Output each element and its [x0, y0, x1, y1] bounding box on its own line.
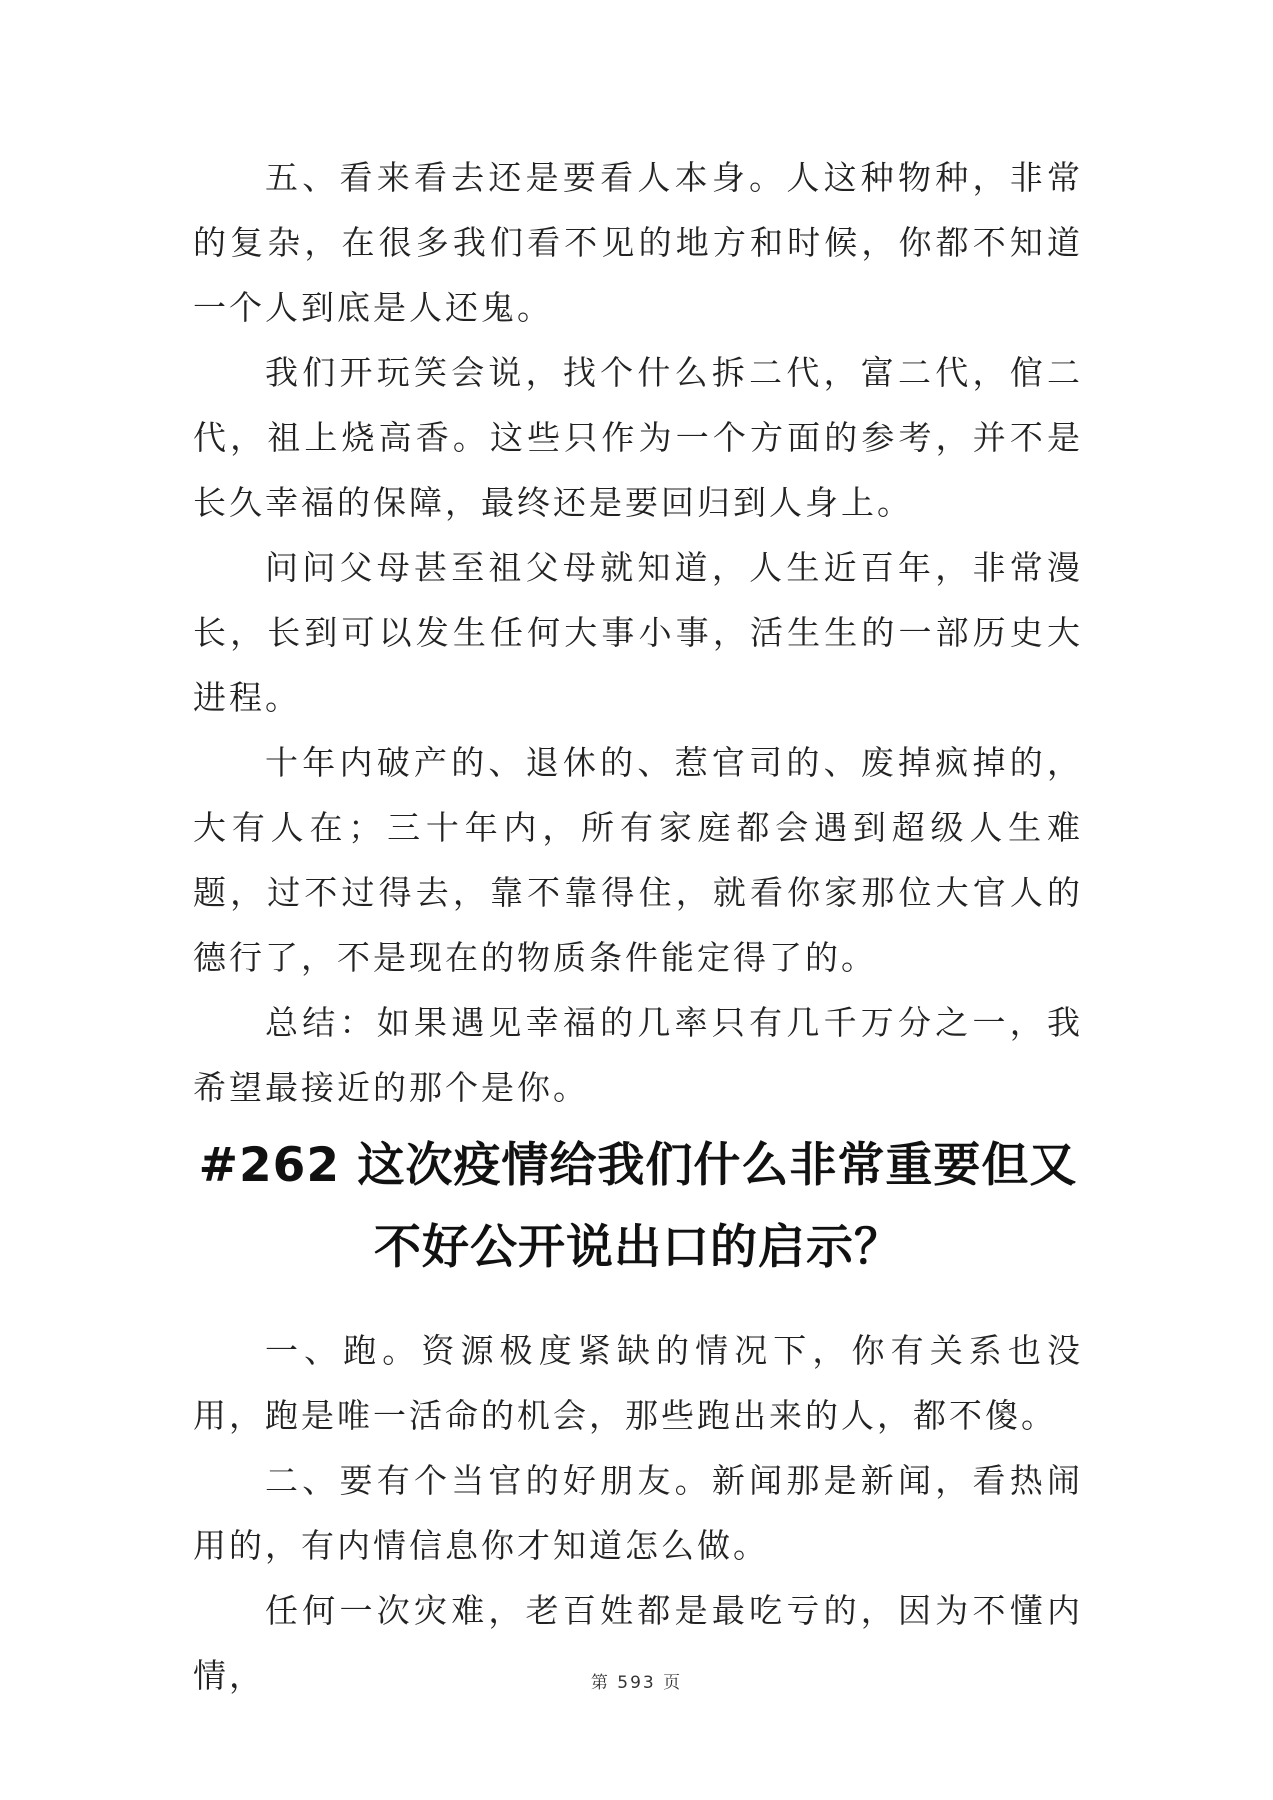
section-heading: #262 这次疫情给我们什么非常重要但又不好公开说出口的启示？	[198, 1138, 1078, 1275]
paragraph: 十年内破产的、退休的、惹官司的、废掉疯掉的，大有人在；三十年内，所有家庭都会遇到超级人生难题，过不过得去，靠不靠得住，就看你家那位大官人的德行了，不是现在的物质条件能定得了的。	[193, 743, 1083, 977]
paragraph: 一、跑。资源极度紧缺的情况下，你有关系也没用，跑是唯一活命的机会，那些跑出来的人，都不傻。	[193, 1331, 1083, 1435]
paragraph: 五、看来看去还是要看人本身。人这种物种，非常的复杂，在很多我们看不见的地方和时候，你都不知道一个人到底是人还鬼。	[193, 158, 1083, 327]
body-text-top	[193, 145, 1083, 1120]
body-text-bottom	[193, 1318, 1083, 1708]
paragraph: 我们开玩笑会说，找个什么拆二代，富二代，倌二代，祖上烧高香。这些只作为一个方面的参考，并不是长久幸福的保障，最终还是要回归到人身上。	[193, 353, 1083, 522]
page-number: 第 593 页	[590, 1673, 683, 1693]
paragraph: 问问父母甚至祖父母就知道，人生近百年，非常漫长，长到可以发生任何大事小事，活生生的一部历史大进程。	[193, 548, 1083, 717]
paragraph: 任何一次灾难，老百姓都是最吃亏的，因为不懂内情，	[193, 1591, 1083, 1695]
paragraph: 总结：如果遇见幸福的几率只有几千万分之一，我希望最接近的那个是你。	[193, 1003, 1083, 1107]
paragraph: 二、要有个当官的好朋友。新闻那是新闻，看热闹用的，有内情信息你才知道怎么做。	[193, 1461, 1083, 1565]
